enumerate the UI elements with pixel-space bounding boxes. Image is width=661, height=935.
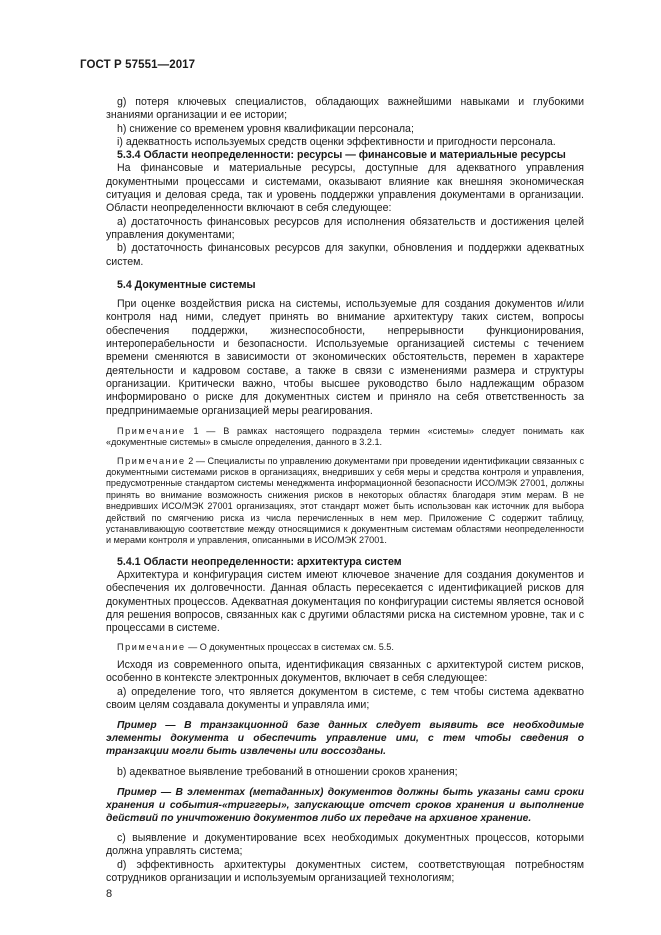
paragraph-document-systems: При оценке воздействия риска на системы, используемые для создания документов и/или контроля над ними, следует принять во внимание архитектуру таких систем, вопросы обеспечения поддержки, жизнеспособности, непрерывности функционирования, интероперабельности и безопасности. Используемые организацией системы с течением времени сменяются в зависимости от экономических обстоятельств, перемен в характере деятельности и кадровом составе, а также в связи с изменениями размера и структуры организации. Критически важно, чтобы высшее руководство было надлежащим образом информировано о риске для документных систем и приняло на себя ответственность за предпринимаемые организацией меры реагирования. [106, 298, 584, 417]
example-1: Пример — В транзакционной базе данных следует выявить все необходимые элементы документа и обеспечить управление ими, с тем чтобы сведения о транзакции могли быть извлечены или воссозданы. [106, 720, 584, 758]
note-2-text: 2 — Специалисты по управлению документами при проведении идентификации связанных с документными системами рисков в организациях, внедривших у себя меры и средства контроля и управления, предусмотренные стандартом системы менеджмента информационной безопасности ИСО/МЭК 27001, должны принять во внимание возможность снижения рисков в некоторых областях благодаря этим мерам. В не внедривших ИСО/МЭК 27001 организациях, этот стандарт может быть использован как источник для выбора действий по смягчению риска из числа перечисленных в нем мер. Приложение С содержит таблицу, устанавливающую соответствие между относящимися к документным системам областями неопределенности и мерами контроля и управления, описанными в ИСО/МЭК 27001. [106, 455, 584, 546]
list-item-arch-d: d) эффективность архитектуры документных систем, соответствующая потребностям сотрудников организации и используемым организацией технологиям; [106, 858, 584, 885]
note-2 [106, 456, 584, 547]
note-2-label: Примечание [117, 455, 186, 466]
list-item-fin-a: a) достаточность финансовых ресурсов для исполнения обязательств и достижения целей управления документами; [106, 215, 584, 241]
paragraph-experience: Исходя из современного опыта, идентификация связанных с архитектурой систем рисков, особенно в контексте электронных документов, включает в себя следующее: [106, 659, 584, 685]
list-item-arch-c: c) выявление и документирование всех необходимых документных процессов, которыми должна управлять система; [106, 832, 584, 858]
document-header: ГОСТ Р 57551—2017 [80, 59, 196, 71]
note-1 [106, 426, 584, 449]
section-heading-5-4-1: 5.4.1 Области неопределенности: архитектура систем [117, 555, 402, 568]
note-1-label: Примечание [117, 425, 186, 436]
section-heading-5-3-4: 5.3.4 Области неопределенности: ресурсы — финансовые и материальные ресурсы [117, 149, 566, 162]
list-item-g: g) потеря ключевых специалистов, обладающих важнейшими навыками и глубокими знаниями организации и ее истории; [106, 96, 584, 122]
list-item-h: h) снижение со временем уровня квалификации персонала; [117, 122, 414, 135]
note-3-label: Примечание [117, 641, 186, 652]
list-item-arch-b: b) адекватное выявление требований в отношении сроков хранения; [117, 765, 458, 778]
page-number: 8 [106, 888, 113, 900]
paragraph-system-architecture: Архитектура и конфигурация систем имеют ключевое значение для создания документов и обеспечения их долговечности. Данная область пересекается с идентификацией рисков для документных процессов. Адекватная документация по конфигурации системы является основой для решения вопросов, связанных как с другими областями риска на системном уровне, так и с процессами в системе. [106, 569, 584, 635]
document-body [106, 96, 584, 885]
list-item-i: i) адекватность используемых средств оценки эффективности и пригодности персонала. [117, 135, 556, 148]
section-heading-5-4: 5.4 Документные системы [117, 278, 256, 291]
note-3-text: — О документных процессах в системах см. 5.5. [185, 641, 394, 652]
note-1-text: 1 — В рамках настоящего подраздела термин «системы» следует понимать как «документные системы» в смысле определения, данного в 3.2.1. [106, 425, 584, 448]
paragraph-financial-resources: На финансовые и материальные ресурсы, доступные для адекватного управления документными процессами и системами, оказывают влияние как внешняя экономическая ситуация и деловая среда, так и уровень поддержки управления документами в организации. Области неопределенности включают в себя следующее: [106, 162, 584, 215]
list-item-fin-b: b) достаточность финансовых ресурсов для закупки, обновления и поддержки адекватных систем. [106, 242, 584, 268]
note-3 [106, 642, 584, 653]
example-2: Пример — В элементах (метаданных) документов должны быть указаны сами сроки хранения и события-«триггеры», запускающие отсчет сроков хранения и выполнение действий по уничтожению документов либо их передаче на архивное хранение. [106, 786, 584, 825]
list-item-arch-a: a) определение того, что является документом в системе, с тем чтобы система адекватно своим целям создавала документы и управляла ими; [106, 685, 584, 711]
